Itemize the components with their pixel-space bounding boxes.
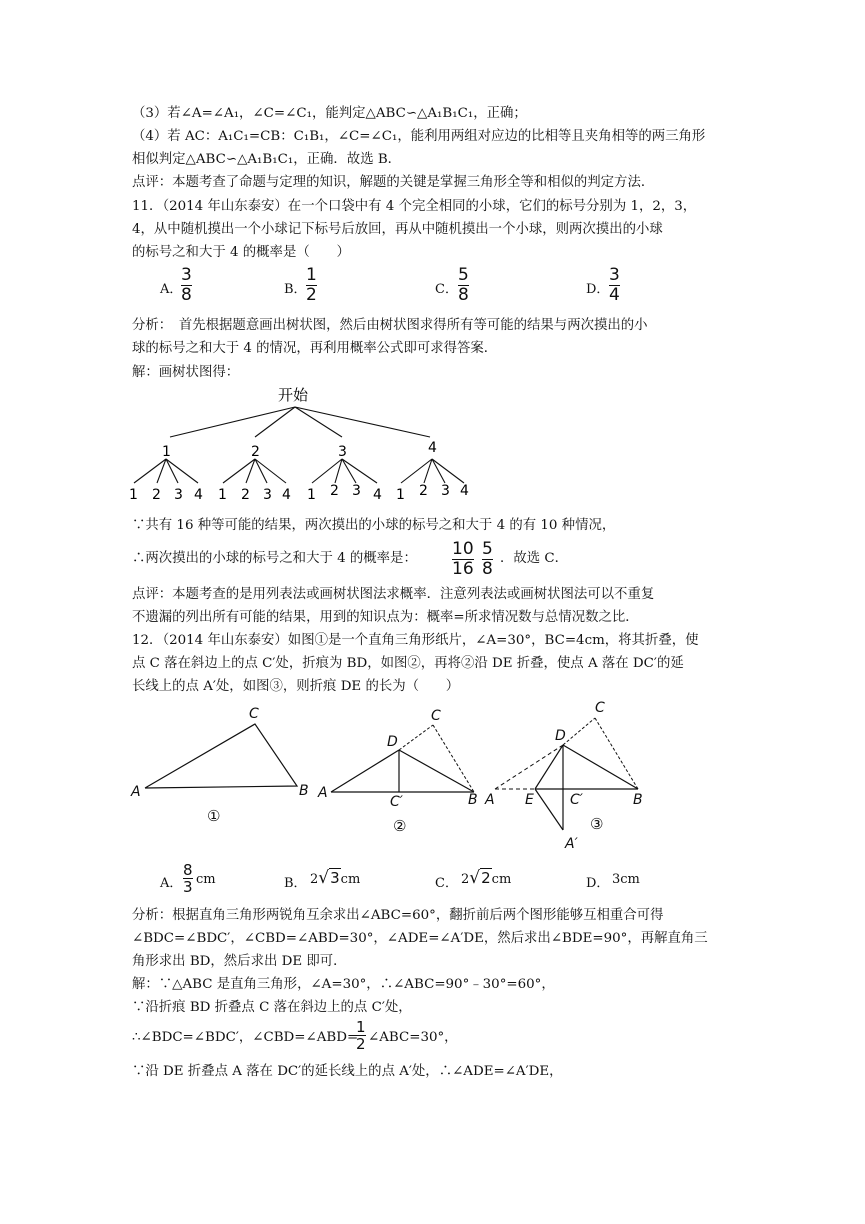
tree-leaf: 2	[419, 483, 428, 499]
fraction: 5 8	[482, 539, 493, 579]
figure-1	[130, 706, 309, 825]
label-c: C	[249, 706, 259, 722]
tree-leaf: 1	[129, 487, 138, 503]
question-11: 11．（2014 年山东泰安）在一个口袋中有 4 个完全相同的小球，它们的标号分别为 1，2，3，	[132, 199, 697, 214]
tree-leaf: 3	[441, 483, 450, 499]
comment-q10: 点评：本题考查了命题与定理的知识，解题的关键是掌握三角形全等和相似的判定方法．	[132, 175, 655, 190]
radical: 2√2cm	[461, 868, 512, 888]
line-q10-4b: 相似判定△ABC∽△A₁B₁C₁，正确．故选 B．	[132, 152, 402, 167]
tree-diagram	[120, 380, 490, 505]
result-line: ∵共有 16 种等可能的结果，两次摸出的小球的标号之和大于 4 的有 10 种情况，	[132, 518, 616, 533]
label-d: D	[555, 728, 566, 744]
analysis-12-c: 角形求出 BD，然后求出 DE 即可．	[132, 954, 347, 969]
question-12-b: 点 C 落在斜边上的点 C′处，折痕为 BD，如图②，再将②沿 DE 折叠，使点 A 落在 DC′的延	[132, 656, 684, 671]
label-a: A	[318, 785, 328, 801]
comment-11-b: 不遗漏的列出所有可能的结果，用到的知识点为：概率=所求情况数与总情况数之比．	[132, 610, 639, 625]
figure-3	[484, 700, 643, 852]
tree-leaf: 4	[460, 483, 469, 499]
label-c-prime: C′	[570, 792, 583, 808]
figure-2	[317, 708, 478, 835]
analysis-11: 分析： 首先根据题意画出树状图，然后由树状图求得所有等可能的结果与两次摸出的小	[132, 318, 648, 333]
label-a: A	[131, 784, 141, 800]
tree-leaf: 2	[330, 483, 339, 499]
tree-node-2: 2	[251, 444, 260, 460]
caption-1: ①	[207, 807, 221, 825]
tree-leaf: 4	[282, 487, 291, 503]
label-c: C	[595, 700, 605, 716]
question-11-b: 4，从中随机摸出一个小球记下标号后放回，再从中随机摸出一个小球，则两次摸出的小球	[132, 222, 663, 237]
fraction: 3 4	[609, 265, 620, 305]
label-b: B	[468, 792, 478, 808]
line-q10-4: （4）若 AC：A₁C₁=CB：C₁B₁，∠C=∠C₁，能利用两组对应边的比相等且夹角相等的两三角形	[132, 129, 706, 144]
comment-11: 点评：本题考查的是用列表法或画树状图法求概率．注意列表法或画树状图法可以不重复	[132, 587, 655, 602]
fraction: 5 8	[458, 265, 469, 305]
label-c-prime: C′	[390, 794, 403, 810]
analysis-11-b: 球的标号之和大于 4 的情况，再利用概率公式即可求得答案．	[132, 341, 498, 356]
tree-leaf: 4	[194, 487, 203, 503]
tree-root: 开始	[278, 386, 309, 404]
fraction: 8 3	[183, 861, 193, 896]
caption-3: ③	[590, 815, 604, 833]
fraction: 1 2	[356, 1018, 366, 1053]
fraction: 10 16	[452, 539, 474, 579]
label-d: D	[387, 734, 398, 750]
label-a: A	[485, 792, 495, 808]
solution-11: 解：画树状图得：	[132, 365, 240, 380]
tree-leaf: 2	[241, 487, 250, 503]
tree-leaf: 1	[307, 487, 316, 503]
caption-2: ②	[393, 817, 407, 835]
tree-leaf: 4	[373, 487, 382, 503]
tree-leaf: 3	[263, 487, 272, 503]
tree-leaf: 3	[174, 487, 183, 503]
radical: 2√3cm	[310, 868, 361, 888]
label-b: B	[633, 792, 643, 808]
label-b: B	[299, 783, 309, 799]
tree-leaf: 2	[152, 487, 161, 503]
tree-node-3: 3	[338, 444, 347, 460]
question-12: 12．（2014 年山东泰安）如图①是一个直角三角形纸片，∠A=30°，BC=4cm，将其折叠，使	[132, 633, 699, 648]
figures-q12	[125, 700, 655, 860]
tree-node-1: 1	[162, 444, 171, 460]
tree-node-4: 4	[428, 440, 437, 456]
line-q10-3: （3）若∠A=∠A₁，∠C=∠C₁，能判定△ABC∽△A₁B₁C₁，正确；	[132, 106, 527, 121]
analysis-12-b: ∠BDC=∠BDC′，∠CBD=∠ABD=30°，∠ADE=∠A′DE，然后求出∠BDE=90°，再解直角三	[132, 931, 708, 946]
fraction: 3 8	[181, 265, 192, 305]
fraction: 1 2	[306, 265, 317, 305]
question-11-c: 的标号之和大于 4 的概率是（ ）	[132, 245, 350, 260]
tree-leaf: 1	[396, 487, 405, 503]
question-12-c: 长线上的点 A′处，如图③，则折痕 DE 的长为（ ）	[132, 679, 460, 694]
label-c: C	[431, 708, 441, 724]
solution-12-d: ∵沿 DE 折叠点 A 落在 DC′的延长线上的点 A′处，∴∠ADE=∠A′DE，	[132, 1064, 563, 1079]
analysis-12: 分析：根据直角三角形两锐角互余求出∠ABC=60°，翻折前后两个图形能够互相重合可得	[132, 908, 664, 923]
label-a-prime: A′	[565, 836, 578, 852]
solution-12-b: ∵沿折痕 BD 折叠点 C 落在斜边上的点 C′处，	[132, 1000, 412, 1015]
tree-leaf: 1	[218, 487, 227, 503]
solution-12: 解：∵△ABC 是直角三角形，∠A=30°，∴∠ABC=90°﹣30°=60°，	[132, 977, 555, 992]
label-e: E	[525, 792, 534, 808]
tree-leaf: 3	[352, 483, 361, 499]
